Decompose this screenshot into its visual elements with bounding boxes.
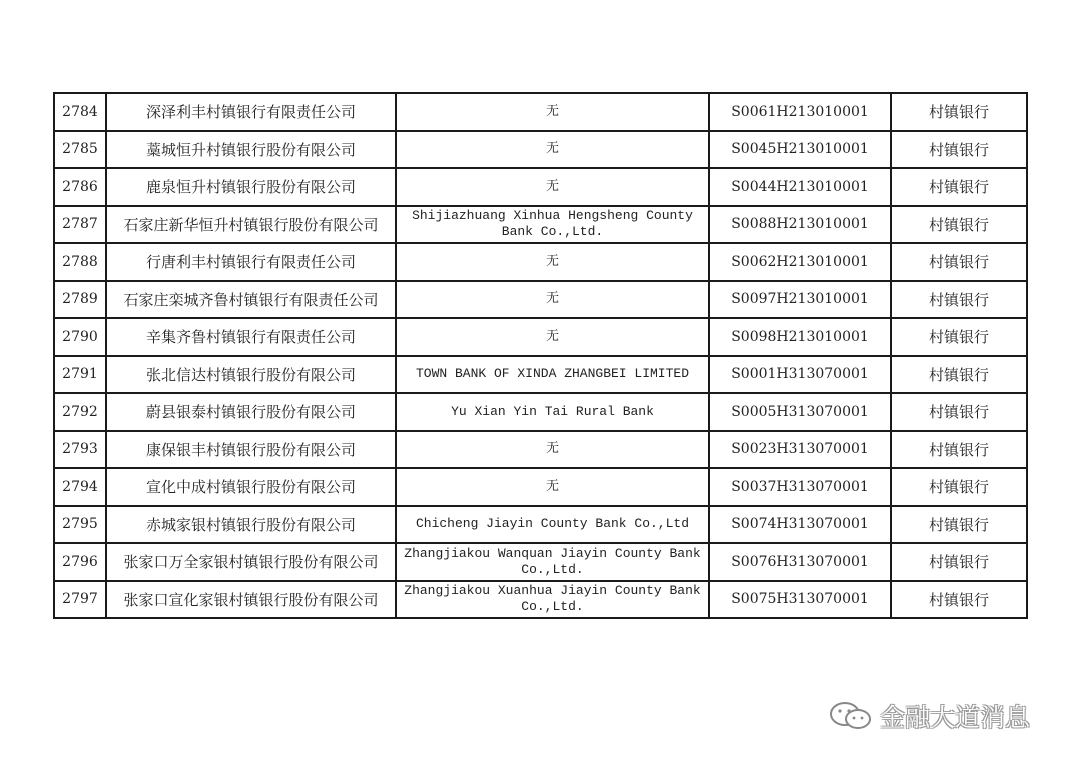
cell-institution-code: S0097H213010001 [709,281,891,319]
cell-bank-name: 张家口宣化家银村镇银行股份有限公司 [106,581,396,619]
cell-bank-name: 宣化中成村镇银行股份有限公司 [106,468,396,506]
table-row [54,393,1027,431]
cell-english-name: Shijiazhuang Xinhua Hengsheng County Bank Co.,Ltd. [396,206,709,244]
cell-number: 2795 [54,506,106,544]
cell-institution-code: S0062H213010001 [709,243,891,281]
cell-bank-name: 赤城家银村镇银行股份有限公司 [106,506,396,544]
cell-english-name: Chicheng Jiayin County Bank Co.,Ltd [396,506,709,544]
cell-institution-code: S0037H313070001 [709,468,891,506]
cell-english-name: 无 [396,318,709,356]
cell-institution-code: S0088H213010001 [709,206,891,244]
cell-institution-code: S0005H313070001 [709,393,891,431]
cell-number: 2797 [54,581,106,619]
cell-bank-name: 石家庄新华恒升村镇银行股份有限公司 [106,206,396,244]
table-row [54,243,1027,281]
cell-number: 2786 [54,168,106,206]
table-row [54,506,1027,544]
cell-bank-name: 鹿泉恒升村镇银行股份有限公司 [106,168,396,206]
watermark-text: 金融大道消息 [880,703,1031,732]
cell-number: 2796 [54,543,106,581]
cell-institution-type: 村镇银行 [891,356,1027,394]
table-row [54,581,1027,619]
cell-english-name: Yu Xian Yin Tai Rural Bank [396,393,709,431]
cell-number: 2794 [54,468,106,506]
cell-bank-name: 深泽利丰村镇银行有限责任公司 [106,93,396,131]
cell-bank-name: 张家口万全家银村镇银行股份有限公司 [106,543,396,581]
cell-institution-type: 村镇银行 [891,581,1027,619]
table-row [54,281,1027,319]
cell-institution-type: 村镇银行 [891,168,1027,206]
bank-registry-table [53,92,1028,619]
cell-bank-name: 行唐利丰村镇银行有限责任公司 [106,243,396,281]
cell-institution-code: S0023H313070001 [709,431,891,469]
watermark [828,698,1030,734]
cell-number: 2789 [54,281,106,319]
cell-english-name: Zhangjiakou Wanquan Jiayin County Bank Co.,Ltd. [396,543,709,581]
cell-institution-type: 村镇银行 [891,506,1027,544]
cell-english-name: 无 [396,281,709,319]
cell-institution-type: 村镇银行 [891,468,1027,506]
cell-institution-code: S0061H213010001 [709,93,891,131]
cell-bank-name: 蔚县银泰村镇银行股份有限公司 [106,393,396,431]
cell-english-name: 无 [396,431,709,469]
table-row [54,168,1027,206]
cell-institution-code: S0045H213010001 [709,131,891,169]
cell-number: 2787 [54,206,106,244]
wechat-icon [828,700,874,732]
cell-number: 2792 [54,393,106,431]
cell-institution-type: 村镇银行 [891,206,1027,244]
cell-english-name: 无 [396,131,709,169]
cell-bank-name: 石家庄栾城齐鲁村镇银行有限责任公司 [106,281,396,319]
table-row [54,468,1027,506]
cell-institution-code: S0076H313070001 [709,543,891,581]
cell-institution-type: 村镇银行 [891,243,1027,281]
cell-institution-type: 村镇银行 [891,318,1027,356]
cell-english-name: Zhangjiakou Xuanhua Jiayin County Bank Co.,Ltd. [396,581,709,619]
table-row [54,356,1027,394]
cell-institution-code: S0075H313070001 [709,581,891,619]
cell-english-name: 无 [396,168,709,206]
cell-number: 2784 [54,93,106,131]
cell-number: 2785 [54,131,106,169]
cell-bank-name: 张北信达村镇银行股份有限公司 [106,356,396,394]
cell-english-name: TOWN BANK OF XINDA ZHANGBEI LIMITED [396,356,709,394]
cell-institution-type: 村镇银行 [891,431,1027,469]
table-row [54,431,1027,469]
table-row [54,131,1027,169]
table-row [54,206,1027,244]
cell-bank-name: 藁城恒升村镇银行股份有限公司 [106,131,396,169]
table-body [54,93,1027,618]
cell-number: 2791 [54,356,106,394]
cell-institution-code: S0098H213010001 [709,318,891,356]
table-row [54,543,1027,581]
cell-number: 2788 [54,243,106,281]
cell-institution-code: S0044H213010001 [709,168,891,206]
cell-english-name: 无 [396,93,709,131]
cell-number: 2790 [54,318,106,356]
cell-bank-name: 康保银丰村镇银行股份有限公司 [106,431,396,469]
cell-institution-type: 村镇银行 [891,131,1027,169]
cell-institution-code: S0001H313070001 [709,356,891,394]
cell-institution-code: S0074H313070001 [709,506,891,544]
cell-english-name: 无 [396,243,709,281]
cell-institution-type: 村镇银行 [891,93,1027,131]
cell-bank-name: 辛集齐鲁村镇银行有限责任公司 [106,318,396,356]
cell-institution-type: 村镇银行 [891,543,1027,581]
table-row [54,318,1027,356]
cell-institution-type: 村镇银行 [891,281,1027,319]
cell-english-name: 无 [396,468,709,506]
cell-institution-type: 村镇银行 [891,393,1027,431]
cell-number: 2793 [54,431,106,469]
table-row [54,93,1027,131]
